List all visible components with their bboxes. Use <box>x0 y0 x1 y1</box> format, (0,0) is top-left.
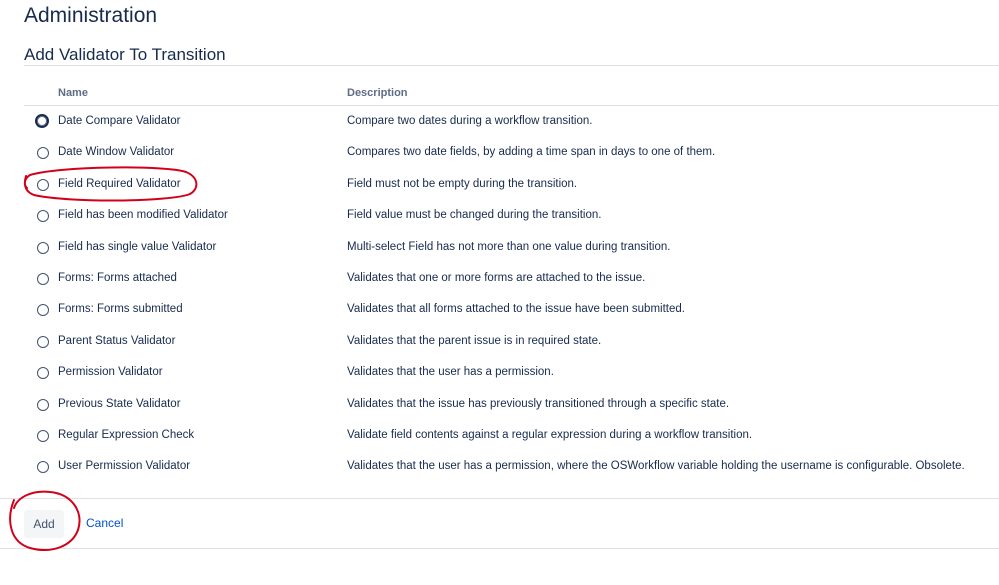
table-row[interactable] <box>24 263 999 294</box>
validator-name: Previous State Validator <box>58 397 181 410</box>
table-row[interactable] <box>24 200 999 231</box>
table-row[interactable] <box>24 232 999 263</box>
validator-description: Validates that the issue has previously transitioned through a specific state. <box>347 397 730 410</box>
validator-description: Validates that one or more forms are attached to the issue. <box>347 271 646 284</box>
table-row[interactable] <box>24 106 999 137</box>
bottom-divider <box>0 548 999 549</box>
validator-name: Field has single value Validator <box>58 240 217 253</box>
add-button[interactable]: Add <box>24 510 64 538</box>
validator-table <box>24 80 999 483</box>
validator-description: Validates that the user has a permission. <box>347 366 554 379</box>
validator-description: Field must not be empty during the transition. <box>347 177 578 190</box>
validator-description: Validates that the parent issue is in required state. <box>347 334 602 347</box>
validator-description: Validates that all forms attached to the issue have been submitted. <box>347 303 685 316</box>
validator-name: Date Window Validator <box>58 146 175 159</box>
footer-divider <box>0 498 999 499</box>
validator-radio[interactable] <box>37 242 49 254</box>
validator-description: Multi-select Field has not more than one value during transition. <box>347 240 671 253</box>
validator-radio[interactable] <box>37 179 49 191</box>
validator-radio[interactable] <box>35 114 49 128</box>
table-row[interactable] <box>24 389 999 420</box>
validator-radio[interactable] <box>37 336 49 348</box>
validator-radio[interactable] <box>37 430 49 442</box>
cancel-link[interactable]: Cancel <box>86 516 124 530</box>
table-row[interactable] <box>24 169 999 200</box>
validator-radio[interactable] <box>37 367 49 379</box>
validator-description: Compares two date fields, by adding a time span in days to one of them. <box>347 146 716 159</box>
validator-radio[interactable] <box>37 147 49 159</box>
validator-name: Forms: Forms submitted <box>58 303 183 316</box>
validator-name: Date Compare Validator <box>58 115 181 127</box>
table-row[interactable] <box>24 420 999 451</box>
table-row[interactable] <box>24 357 999 388</box>
page-title: Administration <box>24 4 158 27</box>
table-header <box>24 80 999 106</box>
title-divider <box>24 65 999 66</box>
validator-description: Validates that the user has a permission, where the OSWorkflow variable holding the username is configurable. Obsolete. <box>347 460 965 473</box>
validator-name: User Permission Validator <box>58 460 191 473</box>
validator-radio[interactable] <box>37 304 49 316</box>
validator-description: Validate field contents against a regular expression during a workflow transition. <box>347 428 753 441</box>
validator-description: Compare two dates during a workflow transition. <box>347 115 593 127</box>
validator-name: Forms: Forms attached <box>58 271 177 284</box>
validator-name: Parent Status Validator <box>58 334 176 347</box>
section-title: Add Validator To Transition <box>24 45 226 64</box>
table-row[interactable] <box>24 294 999 325</box>
table-row[interactable] <box>24 137 999 168</box>
table-row[interactable] <box>24 326 999 357</box>
validator-name: Field Required Validator <box>58 177 181 190</box>
validator-radio[interactable] <box>37 461 49 473</box>
validator-name: Field has been modified Validator <box>58 209 228 222</box>
table-row[interactable] <box>24 451 999 482</box>
column-header-description: Description <box>347 87 408 99</box>
validator-radio[interactable] <box>37 399 49 411</box>
validator-radio[interactable] <box>37 210 49 222</box>
validator-radio[interactable] <box>37 273 49 285</box>
validator-name: Permission Validator <box>58 366 163 379</box>
validator-name: Regular Expression Check <box>58 428 195 441</box>
validator-description: Field value must be changed during the transition. <box>347 209 602 222</box>
column-header-name: Name <box>58 87 88 99</box>
